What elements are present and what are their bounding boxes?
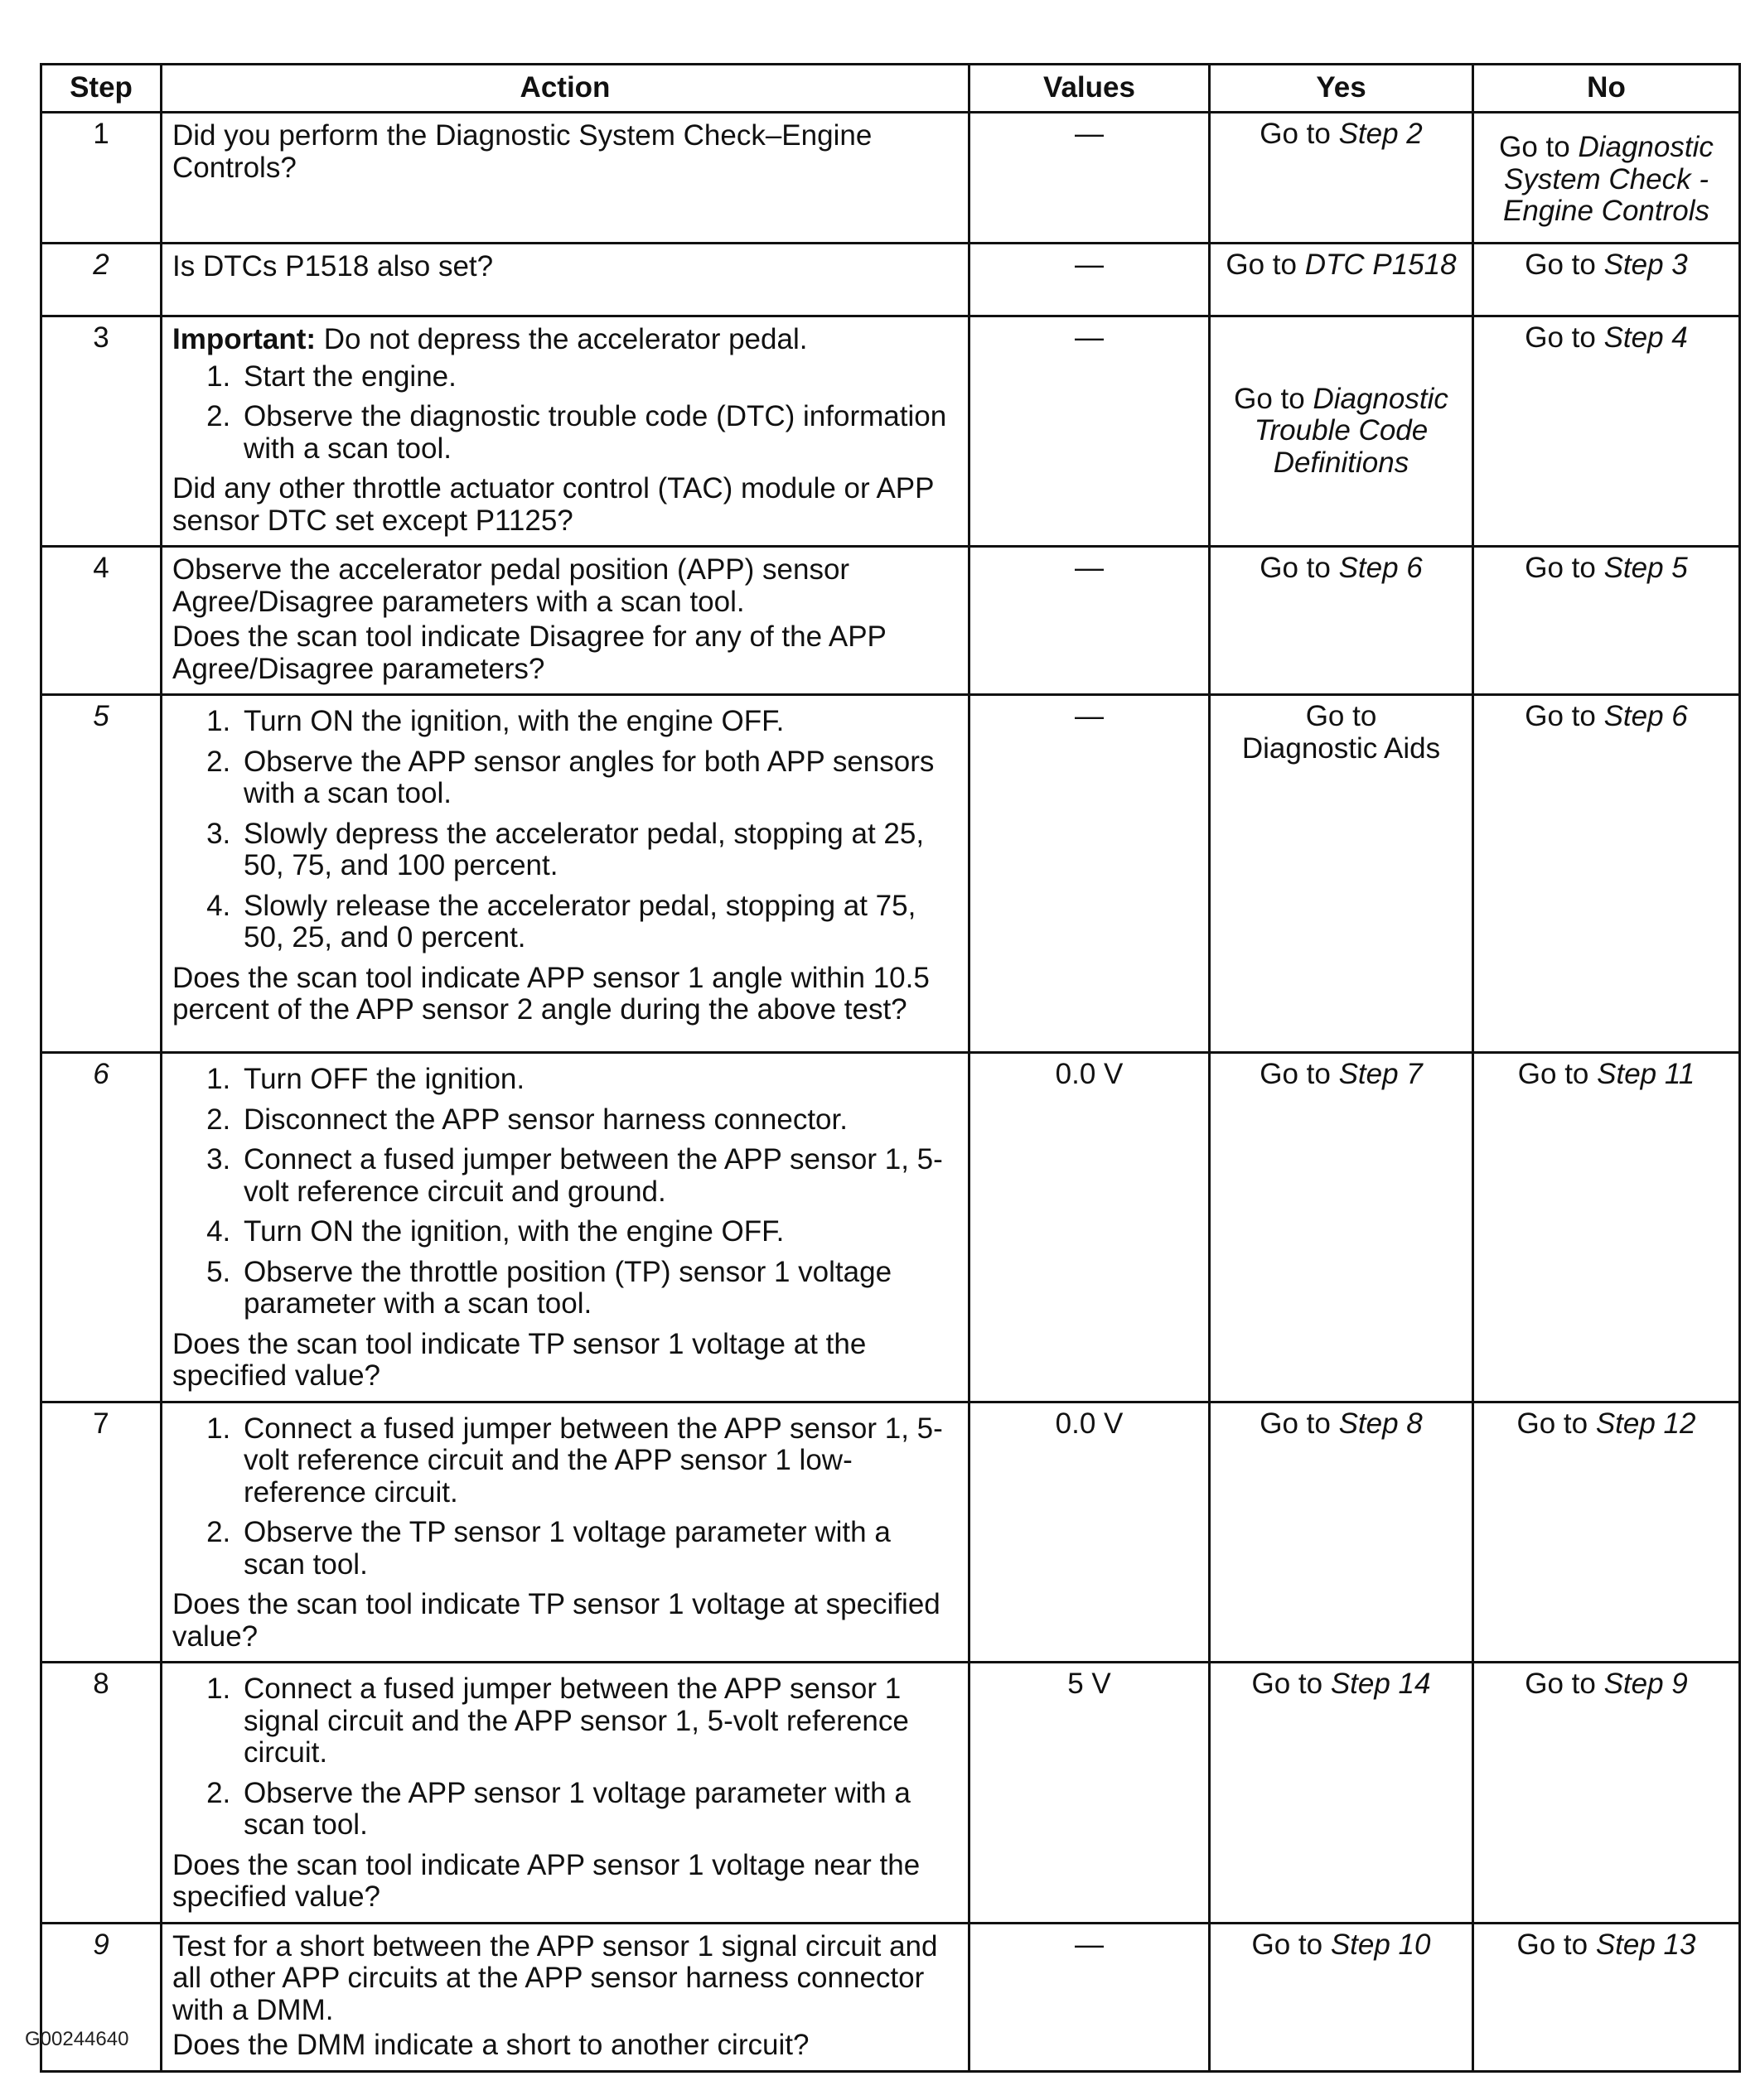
step-number: 1 bbox=[41, 113, 162, 244]
table-row bbox=[41, 1402, 1740, 1663]
action-cell bbox=[162, 695, 969, 1053]
header-row bbox=[41, 65, 1740, 113]
header-yes: Yes bbox=[1210, 65, 1473, 113]
action-question: Does the scan tool indicate APP sensor 1 angle within 10.5 percent of the APP sensor 2 angle during the above test? bbox=[172, 961, 930, 1026]
action-text: Test for a short between the APP sensor 1 signal circuit and all other APP circuits at the APP sensor harness connector with a DMM. bbox=[172, 1929, 938, 2026]
no-target: Step 5 bbox=[1603, 552, 1688, 584]
action-question: Does the DMM indicate a short to another circuit? bbox=[172, 2029, 810, 2061]
action-cell bbox=[162, 113, 969, 244]
yes-prefix: Go to bbox=[1260, 1407, 1339, 1440]
table-row bbox=[41, 695, 1740, 1053]
list-item: 4. Slowly release the accelerator pedal, stopping at 75, 50, 25, and 0 percent. bbox=[239, 891, 958, 954]
no-cell bbox=[1473, 1402, 1740, 1663]
value-cell: 0.0 V bbox=[969, 1402, 1210, 1663]
action-question: Did any other throttle actuator control (TAC) module or APP sensor DTC set except P1125? bbox=[172, 472, 934, 537]
yes-prefix: Go to bbox=[1251, 1928, 1331, 1961]
action-question: Does the scan tool indicate TP sensor 1 voltage at the specified value? bbox=[172, 1327, 867, 1392]
step-number: 6 bbox=[41, 1053, 162, 1402]
list-item: 2. Observe the APP sensor 1 voltage parameter with a scan tool. bbox=[239, 1778, 958, 1842]
yes-cell bbox=[1210, 547, 1473, 695]
no-target: Step 3 bbox=[1603, 249, 1688, 281]
action-question: Does the scan tool indicate Disagree for any of the APP Agree/Disagree parameters? bbox=[172, 620, 887, 685]
action-cell bbox=[162, 1053, 969, 1402]
table-row bbox=[41, 1923, 1740, 2071]
yes-prefix: Go to bbox=[1260, 552, 1339, 584]
list-item: 1. Turn ON the ignition, with the engine OFF. bbox=[239, 706, 958, 738]
yes-cell bbox=[1210, 244, 1473, 316]
action-cell bbox=[162, 1402, 969, 1663]
no-prefix: Go to bbox=[1525, 1668, 1604, 1700]
important-note bbox=[172, 324, 958, 356]
steps-list bbox=[172, 1413, 958, 1581]
no-cell bbox=[1473, 113, 1740, 244]
steps-list bbox=[172, 361, 958, 466]
important-label: Important: bbox=[172, 323, 317, 355]
value-cell: — bbox=[969, 244, 1210, 316]
yes-cell bbox=[1210, 1923, 1473, 2071]
no-prefix: Go to bbox=[1525, 700, 1604, 732]
no-cell bbox=[1473, 547, 1740, 695]
yes-target: Diagnostic Trouble Code Definitions bbox=[1254, 382, 1448, 479]
list-item: 1. Start the engine. bbox=[239, 361, 958, 393]
no-prefix: Go to bbox=[1516, 1407, 1596, 1440]
no-target: Diagnostic System Check - Engine Controls bbox=[1502, 131, 1714, 227]
action-text: Observe the accelerator pedal position (APP) sensor Agree/Disagree parameters with a scan tool. bbox=[172, 553, 850, 618]
no-target: Step 11 bbox=[1597, 1058, 1695, 1090]
yes-prefix: Go to bbox=[1260, 118, 1339, 150]
value-cell: — bbox=[969, 113, 1210, 244]
action-cell bbox=[162, 244, 969, 316]
header-no: No bbox=[1473, 65, 1740, 113]
yes-cell bbox=[1210, 1663, 1473, 1924]
no-prefix: Go to bbox=[1525, 552, 1604, 584]
list-item: 3. Slowly depress the accelerator pedal, stopping at 25, 50, 75, and 100 percent. bbox=[239, 818, 958, 882]
action-cell bbox=[162, 1923, 969, 2071]
no-cell bbox=[1473, 244, 1740, 316]
list-item: 1. Connect a fused jumper between the APP sensor 1, 5-volt reference circuit and the APP sensor 1 low-reference circuit. bbox=[239, 1413, 958, 1509]
yes-target: Step 6 bbox=[1338, 552, 1423, 584]
value-cell: — bbox=[969, 1923, 1210, 2071]
list-item: 2. Observe the TP sensor 1 voltage parameter with a scan tool. bbox=[239, 1517, 958, 1581]
action-cell bbox=[162, 316, 969, 547]
yes-cell bbox=[1210, 1402, 1473, 1663]
value-cell: 5 V bbox=[969, 1663, 1210, 1924]
no-target: Step 4 bbox=[1603, 321, 1688, 354]
action-cell bbox=[162, 547, 969, 695]
yes-target: Step 14 bbox=[1330, 1668, 1431, 1700]
step-number: 7 bbox=[41, 1402, 162, 1663]
yes-target: Step 2 bbox=[1338, 118, 1423, 150]
action-question: Does the scan tool indicate TP sensor 1 voltage at specified value? bbox=[172, 1588, 940, 1653]
diagnostic-table-container bbox=[40, 63, 1738, 2073]
list-item: 5. Observe the throttle position (TP) sensor 1 voltage parameter with a scan tool. bbox=[239, 1257, 958, 1320]
no-target: Step 13 bbox=[1595, 1928, 1696, 1961]
value-cell: — bbox=[969, 547, 1210, 695]
no-prefix: Go to bbox=[1517, 1058, 1598, 1090]
action-text: Did you perform the Diagnostic System Check–Engine Controls? bbox=[172, 119, 873, 184]
table-row bbox=[41, 1053, 1740, 1402]
yes-cell bbox=[1210, 316, 1473, 547]
table-row bbox=[41, 244, 1740, 316]
no-cell bbox=[1473, 1053, 1740, 1402]
yes-target: Step 10 bbox=[1330, 1928, 1431, 1961]
list-item: 1. Connect a fused jumper between the APP sensor 1 signal circuit and the APP sensor 1, 5-volt reference circuit. bbox=[239, 1673, 958, 1769]
no-prefix: Go to bbox=[1525, 321, 1604, 354]
diagnostic-table bbox=[40, 63, 1741, 2073]
table-row bbox=[41, 113, 1740, 244]
action-cell bbox=[162, 1663, 969, 1924]
no-cell bbox=[1473, 316, 1740, 547]
step-number: 9 bbox=[41, 1923, 162, 2071]
steps-list bbox=[172, 1064, 958, 1320]
yes-target: Step 8 bbox=[1338, 1407, 1423, 1440]
step-number: 4 bbox=[41, 547, 162, 695]
no-target: Step 9 bbox=[1603, 1668, 1688, 1700]
header-values: Values bbox=[969, 65, 1210, 113]
list-item: 3. Connect a fused jumper between the APP sensor 1, 5-volt reference circuit and ground. bbox=[239, 1144, 958, 1208]
list-item: 2. Observe the diagnostic trouble code (DTC) information with a scan tool. bbox=[239, 401, 958, 465]
figure-code: G00244640 bbox=[25, 2028, 129, 2050]
no-prefix: Go to bbox=[1516, 1928, 1596, 1961]
step-number: 8 bbox=[41, 1663, 162, 1924]
no-target: Step 12 bbox=[1595, 1407, 1696, 1440]
important-text: Do not depress the accelerator pedal. bbox=[316, 323, 808, 355]
value-cell: 0.0 V bbox=[969, 1053, 1210, 1402]
yes-prefix: Go to bbox=[1226, 249, 1305, 281]
steps-list bbox=[172, 1673, 958, 1842]
table-row bbox=[41, 316, 1740, 547]
yes-target: Step 7 bbox=[1338, 1058, 1423, 1090]
step-number: 5 bbox=[41, 695, 162, 1053]
yes-prefix: Go to bbox=[1260, 1058, 1339, 1090]
table-row bbox=[41, 547, 1740, 695]
step-number: 3 bbox=[41, 316, 162, 547]
steps-list bbox=[172, 706, 958, 954]
no-prefix: Go to bbox=[1525, 249, 1604, 281]
step-number: 2 bbox=[41, 244, 162, 316]
header-step: Step bbox=[41, 65, 162, 113]
value-cell: — bbox=[969, 695, 1210, 1053]
yes-prefix: Go to bbox=[1251, 1668, 1331, 1700]
yes-cell bbox=[1210, 113, 1473, 244]
table-row bbox=[41, 1663, 1740, 1924]
yes-cell: Go to Diagnostic Aids bbox=[1210, 695, 1473, 1053]
yes-cell bbox=[1210, 1053, 1473, 1402]
list-item: 2. Disconnect the APP sensor harness connector. bbox=[239, 1104, 958, 1137]
action-question: Does the scan tool indicate APP sensor 1 voltage near the specified value? bbox=[172, 1848, 921, 1913]
yes-target: DTC P1518 bbox=[1304, 249, 1457, 281]
no-target: Step 6 bbox=[1603, 700, 1688, 732]
no-cell bbox=[1473, 695, 1740, 1053]
list-item: 4. Turn ON the ignition, with the engine OFF. bbox=[239, 1216, 958, 1248]
no-prefix: Go to bbox=[1499, 131, 1579, 163]
list-item: 2. Observe the APP sensor angles for both APP sensors with a scan tool. bbox=[239, 746, 958, 810]
list-item: 1. Turn OFF the ignition. bbox=[239, 1064, 958, 1096]
no-cell bbox=[1473, 1923, 1740, 2071]
no-cell bbox=[1473, 1663, 1740, 1924]
value-cell: — bbox=[969, 316, 1210, 547]
yes-prefix: Go to bbox=[1234, 382, 1313, 415]
action-text: Is DTCs P1518 also set? bbox=[172, 250, 494, 282]
header-action: Action bbox=[162, 65, 969, 113]
